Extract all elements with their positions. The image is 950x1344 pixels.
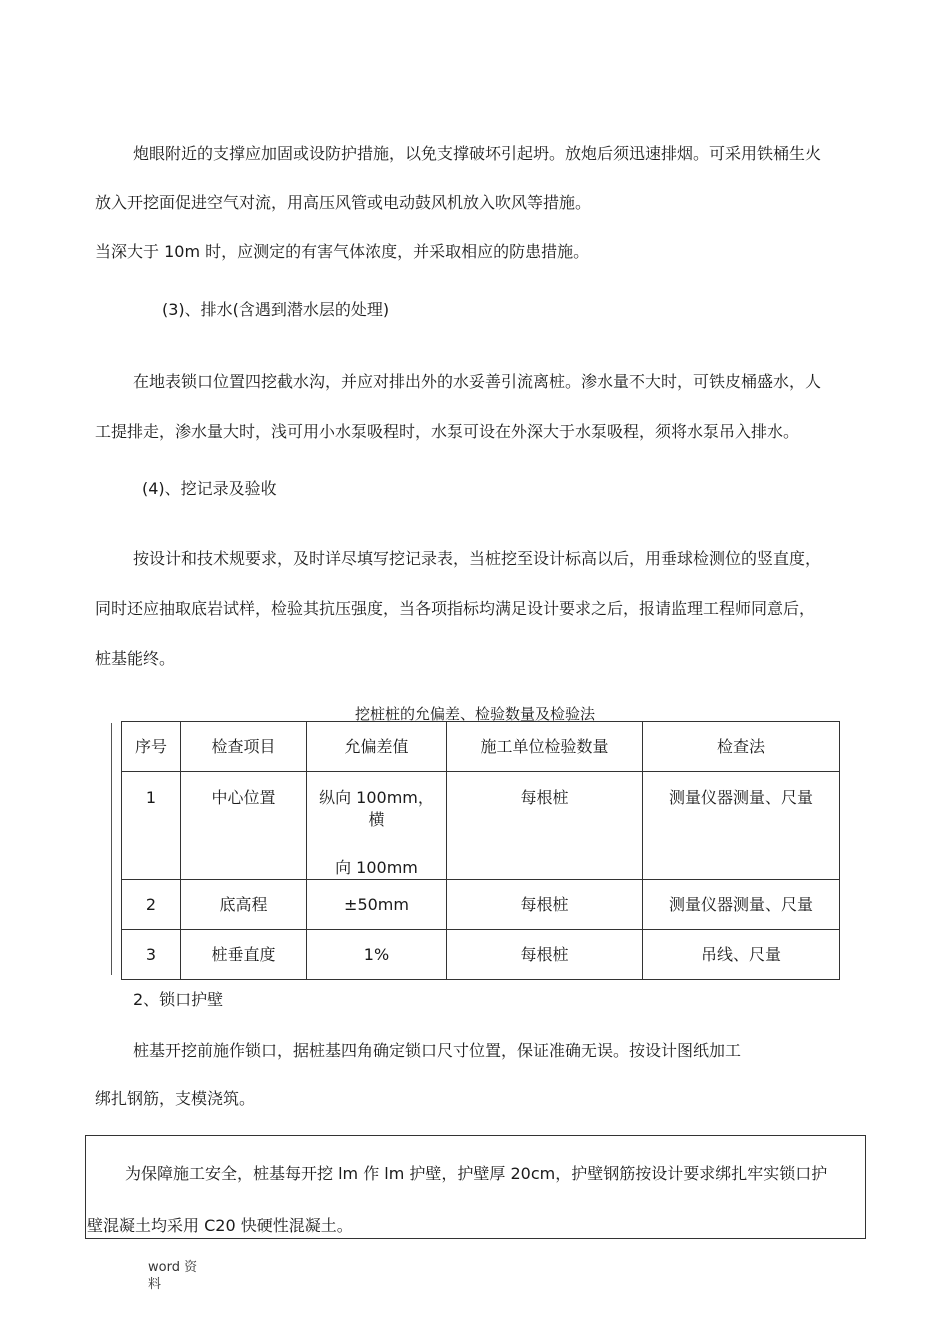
paragraph-1-line-1: 炮眼附近的支撑应加固或设防护措施，以免支撑破坏引起坍。放炮后须迅速排烟。可采用铁桶生火 bbox=[133, 144, 822, 163]
cell-no: 2 bbox=[122, 880, 181, 930]
heading-drainage: (3)、排水(含遇到潜水层的处理) bbox=[162, 300, 390, 319]
paragraph-4-line-3: 桩基能终。 bbox=[95, 649, 176, 668]
page-footer bbox=[148, 1259, 197, 1293]
cell-no: 3 bbox=[122, 930, 181, 980]
header-method: 检查法 bbox=[643, 722, 840, 772]
header-no: 序号 bbox=[122, 722, 181, 772]
cell-quantity: 每根桩 bbox=[447, 772, 643, 880]
tolerance-part-c: 向 100mm bbox=[335, 858, 418, 877]
tolerance-part-a: 纵向 100mm， bbox=[319, 788, 434, 807]
cell-item: 中心位置 bbox=[181, 772, 307, 880]
cell-quantity: 每根桩 bbox=[447, 930, 643, 980]
footer-line-2: 料 bbox=[148, 1277, 162, 1292]
paragraph-4-line-2: 同时还应抽取底岩试样，检验其抗压强度，当各项指标均满足设计要求之后，报请监理工程师同意后， bbox=[95, 599, 816, 618]
table-row bbox=[122, 930, 840, 980]
table-row bbox=[122, 772, 840, 880]
paragraph-3-line-1: 在地表锁口位置四挖截水沟，并应对排出外的水妥善引流离桩。渗水量不大时，可铁皮桶盛水，人 bbox=[133, 372, 822, 391]
table-caption: 挖桩桩的允偏差、检验数量及检验法 bbox=[354, 705, 595, 723]
inspection-table bbox=[121, 721, 840, 980]
table-row bbox=[122, 880, 840, 930]
cell-tolerance: 1% bbox=[307, 930, 447, 980]
cell-method: 测量仪器测量、尺量 bbox=[643, 772, 840, 880]
cell-method: 测量仪器测量、尺量 bbox=[643, 880, 840, 930]
cell-no: 1 bbox=[122, 772, 181, 880]
boxed-note-line-1: 为保障施工安全，桩基每开挖 lm 作 lm 护壁，护壁厚 20cm，护壁钢筋按设计要求绑扎牢实锁口护 bbox=[125, 1164, 828, 1183]
header-tolerance: 允偏差值 bbox=[307, 722, 447, 772]
table-left-rule bbox=[111, 723, 112, 975]
cell-tolerance bbox=[307, 772, 447, 880]
paragraph-4-line-1: 按设计和技术规要求，及时详尽填写挖记录表，当桩挖至设计标高以后，用垂球检测位的竖直度， bbox=[133, 549, 822, 568]
cell-item: 底高程 bbox=[181, 880, 307, 930]
header-quantity: 施工单位检验数量 bbox=[447, 722, 643, 772]
cell-tolerance: ±50mm bbox=[307, 880, 447, 930]
cell-quantity: 每根桩 bbox=[447, 880, 643, 930]
boxed-note-line-2: 壁混凝土均采用 C20 快硬性混凝土。 bbox=[87, 1216, 353, 1235]
header-item: 检查项目 bbox=[181, 722, 307, 772]
paragraph-3-line-2: 工提排走，渗水量大时，浅可用小水泵吸程时，水泵可设在外深大于水泵吸程，须将水泵吊入排水。 bbox=[95, 422, 800, 441]
paragraph-1-line-2: 放入开挖面促进空气对流，用高压风管或电动鼓风机放入吹风等措施。 bbox=[95, 193, 592, 212]
tolerance-part-b: 横 bbox=[368, 810, 385, 829]
inspection-table-wrapper bbox=[121, 721, 840, 980]
table-header-row bbox=[122, 722, 840, 772]
paragraph-2: 当深大于 10m 时，应测定的有害气体浓度，并采取相应的防患措施。 bbox=[95, 242, 590, 261]
heading-lock-wall: 2、锁口护壁 bbox=[133, 990, 224, 1009]
section-2-line-1: 桩基开挖前施作锁口，据桩基四角确定锁口尺寸位置，保证准确无误。按设计图纸加工 bbox=[133, 1041, 742, 1060]
section-2-line-2: 绑扎钢筋，支模浇筑。 bbox=[95, 1089, 256, 1108]
boxed-note bbox=[85, 1135, 866, 1239]
heading-records: (4)、挖记录及验收 bbox=[142, 479, 277, 498]
cell-item: 桩垂直度 bbox=[181, 930, 307, 980]
footer-line-1: word 资 bbox=[148, 1260, 198, 1275]
cell-method: 吊线、尺量 bbox=[643, 930, 840, 980]
